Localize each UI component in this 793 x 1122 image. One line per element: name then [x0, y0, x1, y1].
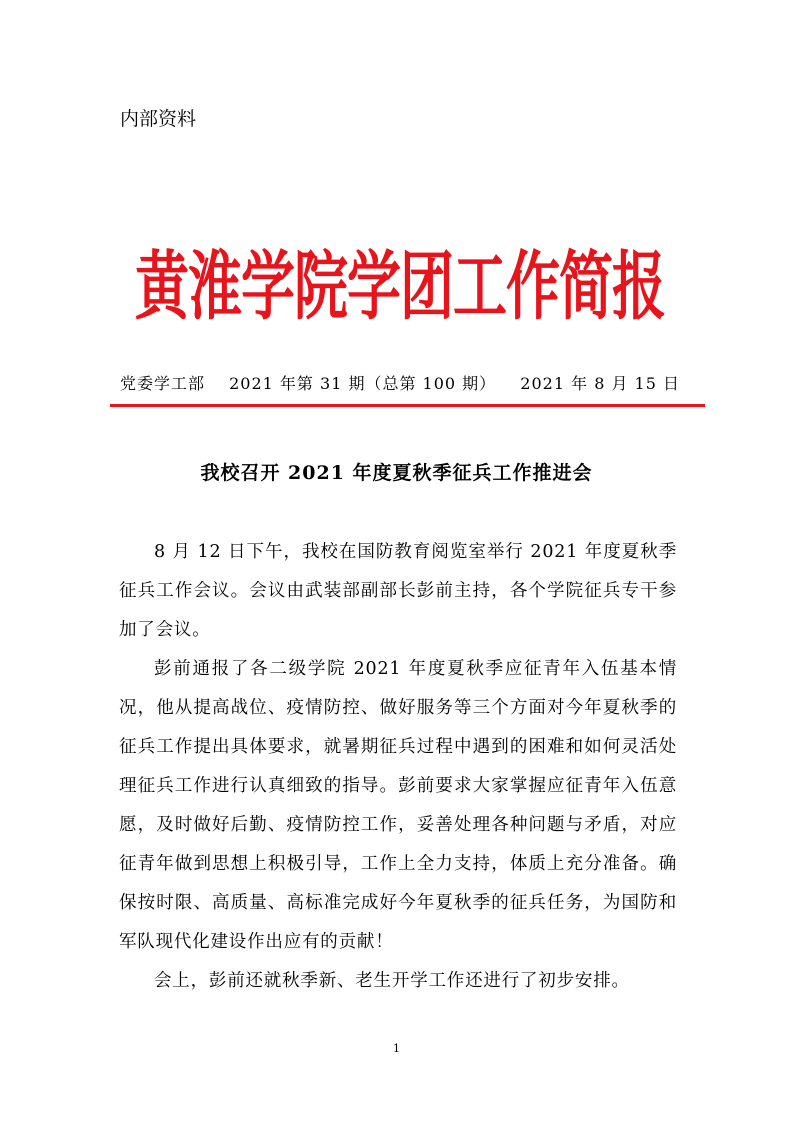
classification-label: 内部资料	[120, 108, 197, 130]
article-title: 我校召开 2021 年度夏秋季征兵工作推进会	[200, 462, 593, 484]
newsletter-masthead: 黄淮学院学团工作简报	[135, 243, 665, 330]
masthead-divider	[110, 404, 705, 407]
issuing-department: 党委学工部	[120, 374, 206, 393]
issue-number: 2021 年第 31 期（总第 100 期）	[229, 374, 497, 393]
article-paragraph: 8 月 12 日下午，我校在国防教育阅览室举行 2021 年度夏秋季征兵工作会议。会议由武装部副部长彭前主持，各个学院征兵专干参加了会议。	[119, 542, 677, 640]
article-paragraph: 彭前通报了各二级学院 2021 年度夏秋季应征青年入伍基本情况，他从提高战位、疫情防控、做好服务等三个方面对今年夏秋季的征兵工作提出具体要求，就暑期征兵过程中遇到的困难和如何灵活处理征兵工作进行认真细致的指导。彭前要求大家掌握应征青年入伍意愿，及时做好后勤、疫情防控工作，妥善处理各种问题与矛盾，对应征青年做到思想上积极引导，工作上全力支持，体质上充分准备。确保按时限、高质量、高标准完成好今年夏秋季的征兵任务，为国防和军队现代化建设作出应有的贡献！	[119, 659, 677, 952]
page-number: 1	[393, 1042, 400, 1055]
issue-info-line	[120, 371, 680, 394]
article-body	[119, 533, 677, 1001]
issue-date: 2021 年 8 月 15 日	[520, 374, 680, 393]
article-paragraph: 会上，彭前还就秋季新、老生开学工作还进行了初步安排。	[154, 971, 630, 991]
